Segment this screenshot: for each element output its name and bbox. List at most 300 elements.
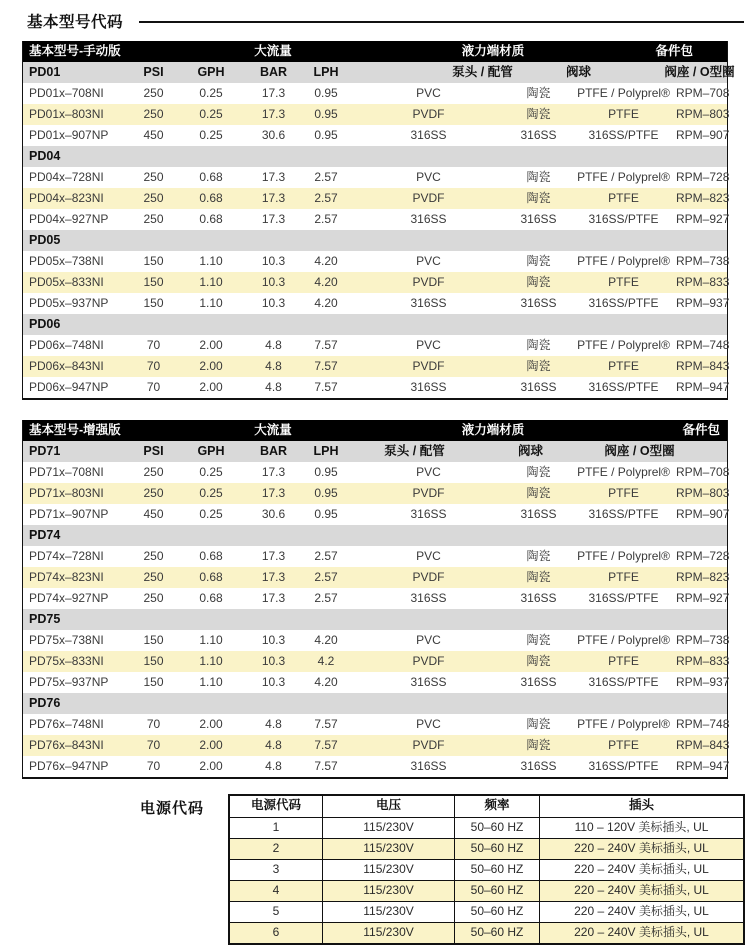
table-row [23,104,730,125]
table-row [23,209,730,230]
table-cell: PVC [416,338,441,352]
table-cell: 1.10 [199,675,223,689]
table-cell: 316SS [410,591,447,605]
power-column-header: 电压 [323,796,455,817]
table-cell: 250 [143,86,164,100]
page-title: 基本型号代码 [27,14,124,31]
power-table-cell: 220 – 240V 美标插头, UL [574,841,709,855]
table-cell: 316SS/PTFE [588,675,659,689]
table-cell: 17.3 [261,170,286,184]
table-cell: PVDF [412,275,445,289]
table-cell: 4.8 [265,759,282,773]
power-table-cell: 220 – 240V 美标插头, UL [574,925,709,939]
table-cell: 316SS [520,296,557,310]
table-row [23,651,730,672]
table-cell: 150 [143,296,164,310]
table-cell: 陶瓷 [526,338,551,352]
table-cell: 70 [146,759,161,773]
table-cell: 0.95 [314,86,338,100]
power-section-label: 电源代码 [140,800,205,817]
table-cell: PTFE [608,570,639,584]
kit-group-label: 备件包 [655,44,693,58]
table-cell: PD75x–833NI [29,654,104,668]
table-cell: PD05x–738NI [29,254,104,268]
table-cell: 陶瓷 [526,191,551,205]
table-cell: 0.68 [199,212,223,226]
table-cell: PVDF [412,570,445,584]
table-cell: 316SS/PTFE [588,212,659,226]
model-table-manual [22,41,735,400]
flow-group-label: 大流量 [254,44,292,58]
table-cell: RPM–708 [676,86,730,100]
table-title-label: 基本型号-手动版 [29,44,121,58]
table-cell: 2.00 [199,359,223,373]
table-cell: PD01x–708NI [29,86,104,100]
table-row [23,546,730,567]
table-cell: 陶瓷 [526,86,551,100]
table-cell: 150 [143,654,164,668]
table-cell: 0.95 [314,107,338,121]
table-cell: 1.10 [199,654,223,668]
table-cell: PTFE / Polyprel® [577,465,670,479]
table-cell: PVC [416,549,441,563]
table-cell: 450 [143,128,164,142]
column-header-row [23,62,735,83]
table-cell: 陶瓷 [526,254,551,268]
table-cell: 2.00 [199,717,223,731]
table-cell: RPM–937 [676,675,730,689]
group-header-row [23,41,727,62]
table-cell: 4.8 [265,380,282,394]
table-cell: PD06x–748NI [29,338,104,352]
table-cell: PTFE / Polyprel® [577,170,670,184]
table-cell: 316SS/PTFE [588,591,659,605]
table-cell: 2.00 [199,738,223,752]
table-cell: 4.20 [314,254,338,268]
power-table-cell: 3 [230,860,323,880]
kit-group-label: 备件包 [682,423,720,437]
table-cell: 4.8 [265,738,282,752]
power-table-cell: 220 – 240V 美标插头, UL [574,862,709,876]
table-row [23,483,730,504]
table-cell: RPM–843 [676,738,730,752]
table-row [23,293,730,314]
table-cell: PVC [416,465,441,479]
table-row [23,167,730,188]
table-cell: 316SS/PTFE [588,759,659,773]
table-cell: PTFE [608,275,639,289]
section-row [23,314,727,335]
column-header: PSI [143,444,164,458]
table-cell: 17.3 [261,570,286,584]
table-cell: PVDF [412,359,445,373]
table-cell: RPM–823 [676,191,730,205]
table-cell: PD01x–907NP [29,128,109,142]
table-cell: 150 [143,633,164,647]
model-table-enhanced [22,420,728,779]
power-table-row [230,817,743,838]
table-row [23,588,730,609]
column-header: PD01 [29,65,61,79]
column-header-row [23,441,727,462]
table-cell: 陶瓷 [526,359,551,373]
table-cell: 70 [146,717,161,731]
table-cell: 0.25 [199,107,223,121]
table-cell: 0.68 [199,549,223,563]
column-header: 泵头 / 配管 [452,65,513,79]
table-cell: 17.3 [261,549,286,563]
table-cell: 1.10 [199,275,223,289]
table-cell: PD76x–843NI [29,738,104,752]
table-cell: 陶瓷 [526,738,551,752]
section-row [23,146,727,167]
table-row [23,377,730,398]
power-table-cell: 4 [230,881,323,901]
table-cell: 0.25 [199,486,223,500]
power-table-cell: 220 – 240V 美标插头, UL [574,904,709,918]
column-header: 阀球 [565,65,591,79]
table-cell: 0.95 [314,486,338,500]
table-cell: PVDF [412,486,445,500]
table-cell: PD04x–927NP [29,212,109,226]
table-cell: 316SS [520,759,557,773]
table-row [23,504,730,525]
table-row [23,735,730,756]
table-cell: PD06x–947NP [29,380,109,394]
table-cell: 陶瓷 [526,654,551,668]
table-cell: PTFE [608,359,639,373]
table-cell: PTFE [608,654,639,668]
power-table-cell: 110 – 120V 美标插头, UL [574,820,709,834]
power-table-cell: 2 [230,839,323,859]
table-cell: 250 [143,486,164,500]
table-cell: RPM–738 [676,254,730,268]
table-cell: 2.57 [314,170,338,184]
table-cell: 450 [143,507,164,521]
table-cell: 150 [143,275,164,289]
table-cell: PD74x–927NP [29,591,109,605]
section-row [23,609,727,630]
power-table-cell: 50–60 HZ [455,860,540,880]
table-cell: 10.3 [261,296,286,310]
power-header-row [230,796,743,817]
table-cell: PVC [416,633,441,647]
table-cell: 4.20 [314,296,338,310]
column-header: PD71 [29,444,61,458]
table-cell: PVC [416,170,441,184]
table-cell: PD75x–738NI [29,633,104,647]
table-cell: 316SS [520,507,557,521]
table-cell: PTFE [608,191,639,205]
table-row [23,335,730,356]
table-cell: PTFE / Polyprel® [577,254,670,268]
table-cell: 17.3 [261,107,286,121]
table-cell: 250 [143,465,164,479]
table-cell: PD05x–833NI [29,275,104,289]
table-cell: RPM–907 [676,507,730,521]
power-code-section [140,794,750,945]
table-cell: 17.3 [261,86,286,100]
material-group-label: 液力端材质 [461,44,525,58]
title-rule [139,21,744,24]
table-cell: 0.68 [199,570,223,584]
table-cell: 陶瓷 [526,549,551,563]
table-row [23,272,730,293]
table-cell: 陶瓷 [526,486,551,500]
flow-group-label: 大流量 [254,423,292,437]
table-cell: PVDF [412,191,445,205]
power-table-cell: 5 [230,902,323,922]
table-cell: 30.6 [261,507,286,521]
table-cell: PD71x–708NI [29,465,104,479]
table-cell: PVC [416,254,441,268]
table-cell: RPM–823 [676,570,730,584]
table-cell: 316SS [410,296,447,310]
table-cell: 70 [146,380,161,394]
table-cell: PTFE / Polyprel® [577,549,670,563]
section-label: PD75 [29,612,61,626]
table-cell: 250 [143,107,164,121]
table-cell: PD71x–803NI [29,486,104,500]
table-cell: 陶瓷 [526,275,551,289]
table-cell: RPM–927 [676,212,730,226]
power-column-header: 插头 [628,798,654,812]
table-cell: PD71x–907NP [29,507,109,521]
table-cell: 0.25 [199,128,223,142]
table-cell: RPM–947 [676,759,730,773]
section-label: PD05 [29,233,61,247]
table-cell: 150 [143,254,164,268]
table-cell: 7.57 [314,759,338,773]
power-table-row [230,901,743,922]
section-row [23,230,727,251]
table-cell: 316SS [410,380,447,394]
table-cell: 2.00 [199,338,223,352]
group-header-row [23,420,727,441]
table-cell: RPM–803 [676,107,730,121]
table-row [23,462,730,483]
table-cell: 2.00 [199,380,223,394]
power-table-row [230,922,743,943]
column-header: GPH [197,65,225,79]
table-cell: 70 [146,338,161,352]
table-cell: RPM–843 [676,359,730,373]
section-label: PD06 [29,317,61,331]
table-cell: 316SS/PTFE [588,128,659,142]
power-table-cell: 115/230V [323,860,455,880]
table-cell: 2.57 [314,191,338,205]
table-cell: PD74x–728NI [29,549,104,563]
section-label: PD74 [29,528,61,542]
table-cell: 316SS [520,212,557,226]
table-cell: 0.95 [314,507,338,521]
table-cell: 250 [143,212,164,226]
table-cell: PD01x–803NI [29,107,104,121]
table-cell: 316SS [520,380,557,394]
table-row [23,251,730,272]
table-cell: 2.57 [314,591,338,605]
table-cell: 7.57 [314,380,338,394]
table-cell: 10.3 [261,254,286,268]
table-cell: PD05x–937NP [29,296,109,310]
table-cell: 316SS [410,212,447,226]
table-cell: 316SS/PTFE [588,380,659,394]
column-header: GPH [197,444,225,458]
power-table-row [230,859,743,880]
table-cell: PVC [416,717,441,731]
table-cell: PD74x–823NI [29,570,104,584]
table-cell: 17.3 [261,591,286,605]
table-cell: 0.68 [199,591,223,605]
table-cell: 1.10 [199,254,223,268]
column-header: LPH [313,444,339,458]
table-row [23,188,730,209]
table-cell: 30.6 [261,128,286,142]
table-cell: PTFE / Polyprel® [577,338,670,352]
power-table-cell: 50–60 HZ [455,818,540,838]
table-cell: 17.3 [261,212,286,226]
power-column-header: 频率 [455,796,540,817]
power-table-cell: 50–60 HZ [455,839,540,859]
table-cell: 4.20 [314,675,338,689]
table-cell: 316SS [410,759,447,773]
table-cell: 陶瓷 [526,570,551,584]
power-table-cell: 115/230V [323,881,455,901]
table-cell: 4.8 [265,359,282,373]
table-cell: 陶瓷 [526,465,551,479]
table-cell: 0.25 [199,86,223,100]
table-cell: 316SS [520,128,557,142]
table-cell: 250 [143,170,164,184]
power-table-cell: 50–60 HZ [455,881,540,901]
power-table-row [230,880,743,901]
table-title-label: 基本型号-增强版 [29,423,121,437]
table-cell: RPM–907 [676,128,730,142]
table-cell: 17.3 [261,465,286,479]
table-cell: 0.68 [199,170,223,184]
table-cell: 316SS [520,591,557,605]
power-table-cell: 220 – 240V 美标插头, UL [574,883,709,897]
table-row [23,356,730,377]
column-header: 泵头 / 配管 [384,444,445,458]
table-cell: RPM–833 [676,275,730,289]
table-cell: RPM–738 [676,633,730,647]
table-cell: 2.57 [314,549,338,563]
table-cell: 0.68 [199,191,223,205]
table-cell: PTFE / Polyprel® [577,86,670,100]
table-cell: PTFE / Polyprel® [577,633,670,647]
power-table-cell: 115/230V [323,839,455,859]
material-group-label: 液力端材质 [461,423,525,437]
table-cell: RPM–748 [676,338,730,352]
table-cell: PTFE [608,486,639,500]
table-cell: PVDF [412,738,445,752]
table-cell: 陶瓷 [526,107,551,121]
power-table-cell: 1 [230,818,323,838]
table-row [23,125,730,146]
table-cell: 陶瓷 [526,633,551,647]
table-cell: 1.10 [199,296,223,310]
table-cell: 17.3 [261,191,286,205]
table-cell: PD76x–947NP [29,759,109,773]
table-cell: RPM–937 [676,296,730,310]
table-cell: RPM–728 [676,170,730,184]
table-cell: RPM–748 [676,717,730,731]
table-cell: PTFE [608,107,639,121]
table-cell: 316SS/PTFE [588,507,659,521]
table-cell: PTFE / Polyprel® [577,717,670,731]
power-table-cell: 50–60 HZ [455,923,540,943]
table-cell: 4.2 [317,654,335,668]
table-cell: 70 [146,359,161,373]
table-cell: 0.95 [314,465,338,479]
table-cell: PD06x–843NI [29,359,104,373]
table-cell: RPM–927 [676,591,730,605]
power-table-cell: 115/230V [323,923,455,943]
table-cell: PTFE [608,738,639,752]
table-cell: 2.57 [314,212,338,226]
power-table-cell: 50–60 HZ [455,902,540,922]
table-cell: RPM–708 [676,465,730,479]
table-cell: 10.3 [261,654,286,668]
column-header: 阀球 [517,444,543,458]
power-code-table [228,794,745,945]
table-cell: 316SS [410,128,447,142]
table-cell: 10.3 [261,633,286,647]
table-cell: 陶瓷 [526,717,551,731]
section-row [23,525,727,546]
table-cell: 10.3 [261,275,286,289]
table-cell: RPM–803 [676,486,730,500]
column-header: BAR [259,65,288,79]
table-cell: 7.57 [314,338,338,352]
power-table-cell: 115/230V [323,902,455,922]
table-cell: 2.57 [314,570,338,584]
table-cell: PD04x–728NI [29,170,104,184]
power-table-cell: 6 [230,923,323,943]
column-header: PSI [143,65,164,79]
table-cell: 7.57 [314,359,338,373]
table-row [23,83,730,104]
power-table-row [230,838,743,859]
column-header: 阀座 / O型圈 [664,65,735,79]
table-row [23,630,730,651]
table-cell: 10.3 [261,675,286,689]
column-header: 阀座 / O型圈 [604,444,675,458]
table-cell: RPM–947 [676,380,730,394]
column-header: BAR [259,444,288,458]
table-cell: 316SS [410,675,447,689]
table-cell: 250 [143,591,164,605]
table-cell: 1.10 [199,633,223,647]
table-cell: 陶瓷 [526,170,551,184]
section-row [23,693,727,714]
table-cell: 4.20 [314,633,338,647]
table-cell: 2.00 [199,759,223,773]
table-cell: RPM–728 [676,549,730,563]
column-header: LPH [313,65,339,79]
section-label: PD04 [29,149,61,163]
table-cell: 316SS [520,675,557,689]
power-table-cell: 115/230V [323,818,455,838]
page-header [0,0,750,36]
table-cell: 250 [143,191,164,205]
table-cell: PVDF [412,654,445,668]
table-cell: PD04x–823NI [29,191,104,205]
table-cell: 150 [143,675,164,689]
table-row [23,672,730,693]
table-cell: 4.8 [265,338,282,352]
